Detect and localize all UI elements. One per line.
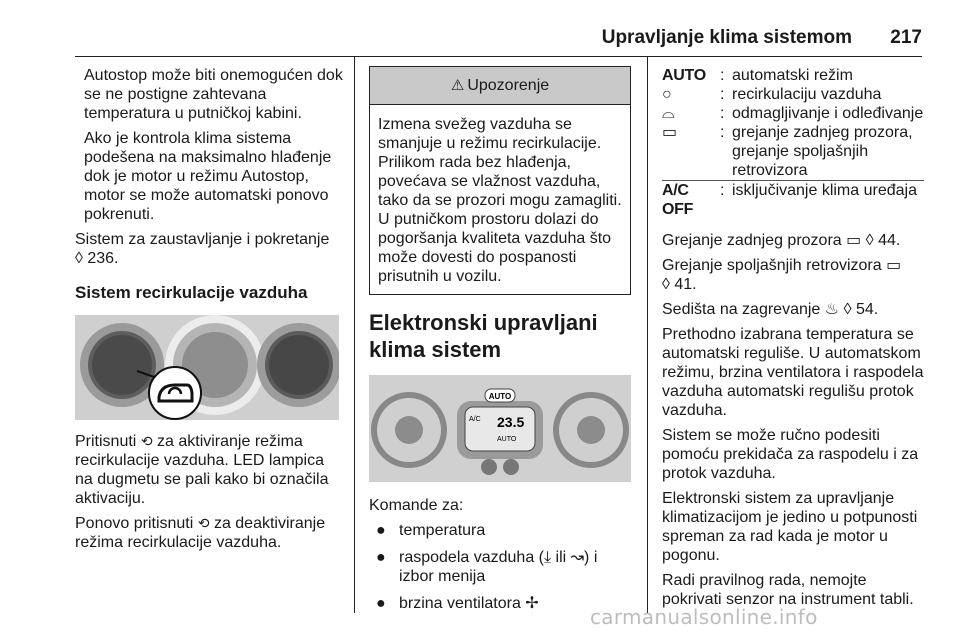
paragraph-stop-start: Sistem za zaustavljanje i pokretanje ◊ 236. [75,231,330,267]
paragraph-autostop: Autostop može biti onemogućen dok se ne postigne zahtevana temperatura u putničkoj kabini. [84,67,343,122]
ac-label: A/C [469,416,481,423]
rear-window-heat-icon: ▭ [846,232,862,249]
paragraph-electronic: Elektronski sistem za upravljanje klimatizacijom je jedino u potpunosti spreman za rad kada je motor u pogonu. [662,490,918,564]
temp-display: 23.5 [497,414,525,430]
header-rule [75,56,922,57]
watermark: carmanualsonline.info [590,605,818,629]
recirculation-icon: ⟲ [197,515,210,531]
definition-row: A/C OFF : isključivanje klima uređaja [662,180,924,219]
air-distribution-feet-icon: ⤓ [543,549,552,566]
column-right [662,66,924,615]
list-item: ● raspodela vazduha (⤓ ili ↝) i izbor menija [376,549,598,585]
section-heading-recirculation: Sistem recirkulacije vazduha [75,283,308,302]
column-divider [647,57,648,613]
recirculation-icon: ⟲ [140,433,153,449]
warning-title: Upozorenje [467,77,550,94]
definition-row: ⌓ : odmagljivanje i odleđivanje [662,105,924,122]
column-divider [354,57,355,613]
page-header [580,22,922,52]
paragraph-mirrors: Grejanje spoljašnjih retrovizora ▭ ◊ 41. [662,257,902,293]
warning-header [370,67,630,105]
list-item: ● brzina ventilatora ✢ [376,595,539,612]
warning-body: Izmena svežeg vazduha se smanjuje u režimu recirkulacije. Prilikom rada bez hlađenja, povećava se vlažnost vazduha, tako da se prozori mogu zamagliti. U putničkom prostoru dolazi do pogoršanja kvaliteta vazduha što može dovesti do pospanosti prisutnih u vozilu. [378,116,622,285]
page-ref: 236. [87,250,119,267]
fan-icon: ✢ [525,595,539,612]
rear-window-heat-icon: ▭ [662,124,678,141]
definition-row: ▭ : grejanje zadnjeg prozora, grejanje spoljašnjih retrovizora [662,124,913,179]
definition-row: AUTO : automatski režim [662,67,853,84]
ref-arrow-icon: ◊ [865,232,874,249]
definition-row: ○ : recirkulaciju vazduha [662,86,882,103]
page-title: Upravljanje klima sistemom [601,27,852,48]
climate-knobs-photo [75,315,339,420]
auto-display: AUTO [497,436,517,443]
controls-list [369,521,635,613]
warning-box [369,66,631,295]
auto-button-label: AUTO [488,392,512,401]
column-left [75,66,345,558]
list-item: ● temperatura [376,522,486,539]
ref-arrow-icon: ◊ [75,250,83,267]
paragraph-press-again: Ponovo pritisnuti ⟲ za deaktiviranje režima recirkulacije vazduha. [75,515,326,551]
column-middle [369,66,635,621]
paragraph-max-cooling: Ako je kontrola klima sistema podešena na maksimalno hlađenje dok je motor u režimu Autostop, motor se može automatski ponovo pokrenuti. [84,130,332,223]
windshield-defrost-icon: ⌓ [662,105,675,122]
paragraph-seats: Sedišta na zagrevanje ♨ ◊ 54. [662,301,879,318]
air-distribution-face-icon: ↝ [570,549,585,566]
rear-window-heat-icon: ▭ [886,257,902,274]
recirculation-panel-photo [75,315,339,420]
paragraph-sensor: Radi pravilnog rada, nemojte pokrivati senzor na instrument tabli. [662,572,914,608]
ref-arrow-icon: ◊ [843,301,852,318]
paragraph-press-recirc: Pritisnuti ⟲ za aktiviranje režima recirkulacije vazduha. LED lampica na dugmetu se pali kako bi označila aktivaciju. [75,433,329,507]
heated-seat-icon: ♨ [824,301,840,318]
paragraph-preset: Prethodno izabrana temperatura se automatski reguliše. U automatskom režimu, brzina ventilatora i raspodela vazduha automatski regulišu protok vazduha. [662,326,924,419]
electronic-climate-panel-photo [369,375,631,482]
controls-intro: Komande za: [369,497,464,514]
control-definitions [662,66,924,219]
ref-arrow-icon: ◊ [662,276,670,293]
warning-triangle-icon: ⚠ [450,77,465,94]
recirculation-icon: ○ [662,86,672,103]
electronic-panel-photo [369,375,631,482]
section-heading-electronic: Elektronski upravljani klima sistem [369,310,598,362]
page-number: 217 [890,27,922,48]
paragraph-manual: Sistem se može ručno podesiti pomoću prekidača za raspodelu i za protok vazduha. [662,427,919,482]
paragraph-rear-window: Grejanje zadnjeg prozora ▭ ◊ 44. [662,232,901,249]
